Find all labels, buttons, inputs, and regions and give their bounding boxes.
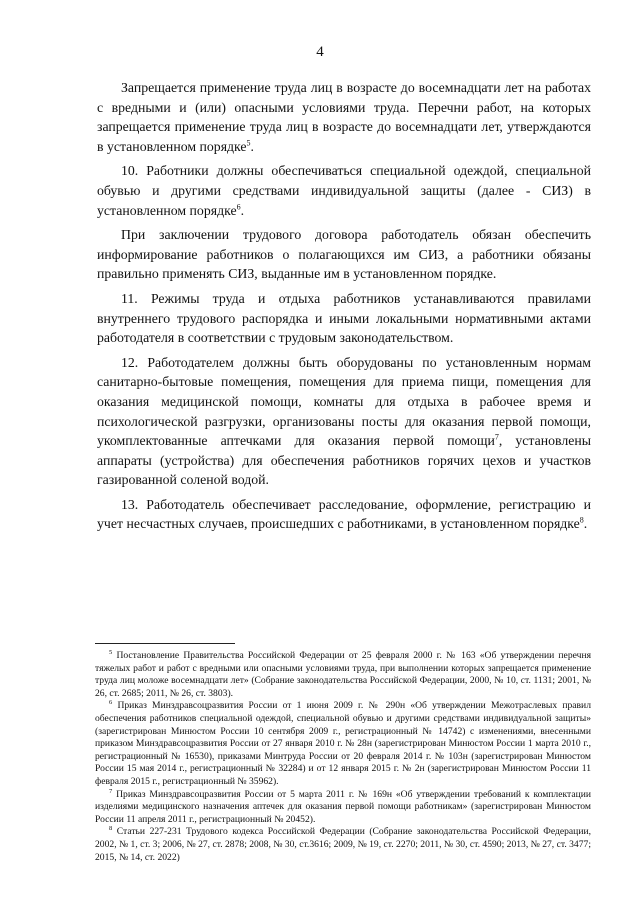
footnote — [95, 650, 591, 700]
paragraph-text: Запрещается применение труда лиц в возрасте до восемнадцати лет на работах с вредными и (или) опасными условиями труда. Перечни работ, на которых запрещается применение труда лиц в возрасте до восемнадцати лет, утверждаются в установленном порядке — [97, 80, 591, 154]
paragraph-text: 11. Режимы труда и отдыха работников устанавливаются правилами внутреннего трудового распорядка и иными локальными нормативными актами работодателя в соответствии с трудовым законодательством. — [97, 290, 591, 346]
paragraph — [97, 495, 591, 534]
footnote-text: Приказ Минздравсоцразвития России от 1 июня 2009 г. № 290н «Об утверждении Межотраслевых правил обеспечения работников специальной одеждой, специальной обувью и другими средствами индивидуальной защиты» (зарегистрирован Минюстом России 10 сентября 2009 г., регистрационный № 14742) с изменениями, внесенными приказом Минздравсоцразвития России от 27 января 2010 г. № 28н (зарегистрирован Минюстом России 1 марта 2010 г., регистрационный № 16530), приказами Минтруда России от 20 февраля 2014 г. № 103н (зарегистрирован Минюстом России 15 мая 2014 г., регистрационный № 32284) и от 12 января 2015 г. № 2н (зарегистрирован Минюстом России 11 февраля 2015 г., регистрационный № 35962). — [95, 700, 591, 787]
footnote-ref: 5 — [246, 138, 251, 148]
paragraph — [97, 289, 591, 348]
paragraph-tail: . — [240, 202, 245, 218]
footnote-mark: 7 — [109, 787, 113, 795]
footnote — [95, 789, 591, 827]
paragraph-tail: , установлены аппараты (устройства) для обеспечения работников горячих цехов и участков газированной соленой водой. — [97, 433, 591, 488]
footnote-mark: 6 — [109, 699, 113, 707]
paragraph — [97, 353, 591, 490]
paragraph-text: 12. Работодателем должны быть оборудованы по установленным нормам санитарно-бытовые помещения, помещения для приема пищи, помещения для оказания медицинской помощи, комнаты для отдыха в рабочее время и психологической разгрузки, организованы посты для оказания первой помощи, укомплектованные аптечками для оказания первой помощи — [97, 354, 591, 449]
footnote — [95, 700, 591, 788]
footnote — [95, 826, 591, 864]
paragraph — [97, 78, 591, 156]
footnotes — [95, 650, 591, 864]
paragraph — [97, 225, 591, 284]
page-number: 4 — [316, 44, 324, 60]
document-body — [97, 78, 591, 539]
footnote-divider — [95, 643, 235, 644]
footnote-ref: 6 — [236, 201, 241, 211]
footnote-text: Приказ Минздравсоцразвития России от 5 марта 2011 г. № 169н «Об утверждении требований к комплектации изделиями медицинского назначения аптечек для оказания первой помощи работникам» (зарегистрирован Минюстом России 11 апреля 2011 г., регистрационный № 20452). — [95, 788, 591, 825]
paragraph — [97, 161, 591, 220]
footnote-text: Статьи 227-231 Трудового кодекса Российской Федерации (Собрание законодательства Российской Федерации, 2002, № 1, ст. 3; 2006, № 27, ст. 2878; 2008, № 30, ст.3616; 2009, № 19, ст. 2270; 2011, № 30, ст. 4590; 2013, № 27, ст. 3477; 2015, № 14, ст. 2022) — [95, 826, 591, 863]
footnote-mark: 5 — [109, 648, 113, 656]
paragraph-text: 10. Работники должны обеспечиваться специальной одеждой, специальной обувью и другими средствами индивидуальной защиты (далее - СИЗ) в установленном порядке — [97, 163, 591, 218]
footnote-text: Постановление Правительства Российской Федерации от 25 февраля 2000 г. № 163 «Об утверждении перечня тяжелых работ и работ с вредными или опасными условиями труда, при выполнении которых запрещается применение труда лиц моложе восемнадцати лет» (Собрание законодательства Российской Федерации, 2000, № 10, ст. 1131; 2001, № 26, ст. 2685; 2011, № 26, ст. 3803). — [95, 650, 592, 699]
paragraph-tail: . — [583, 516, 588, 532]
paragraph-text: 13. Работодатель обеспечивает расследование, оформление, регистрацию и учет несчастных случаев, происшедших с работниками, в установленном порядке — [97, 496, 591, 532]
footnote-ref: 7 — [494, 432, 499, 442]
footnote-ref: 8 — [579, 515, 584, 525]
paragraph-text: При заключении трудового договора работодатель обязан обеспечить информирование работников о полагающихся им СИЗ, а работники обязаны правильно применять СИЗ, выданные им в установленном порядке. — [97, 227, 591, 282]
footnote-mark: 8 — [109, 825, 113, 833]
paragraph-tail: . — [250, 138, 254, 154]
